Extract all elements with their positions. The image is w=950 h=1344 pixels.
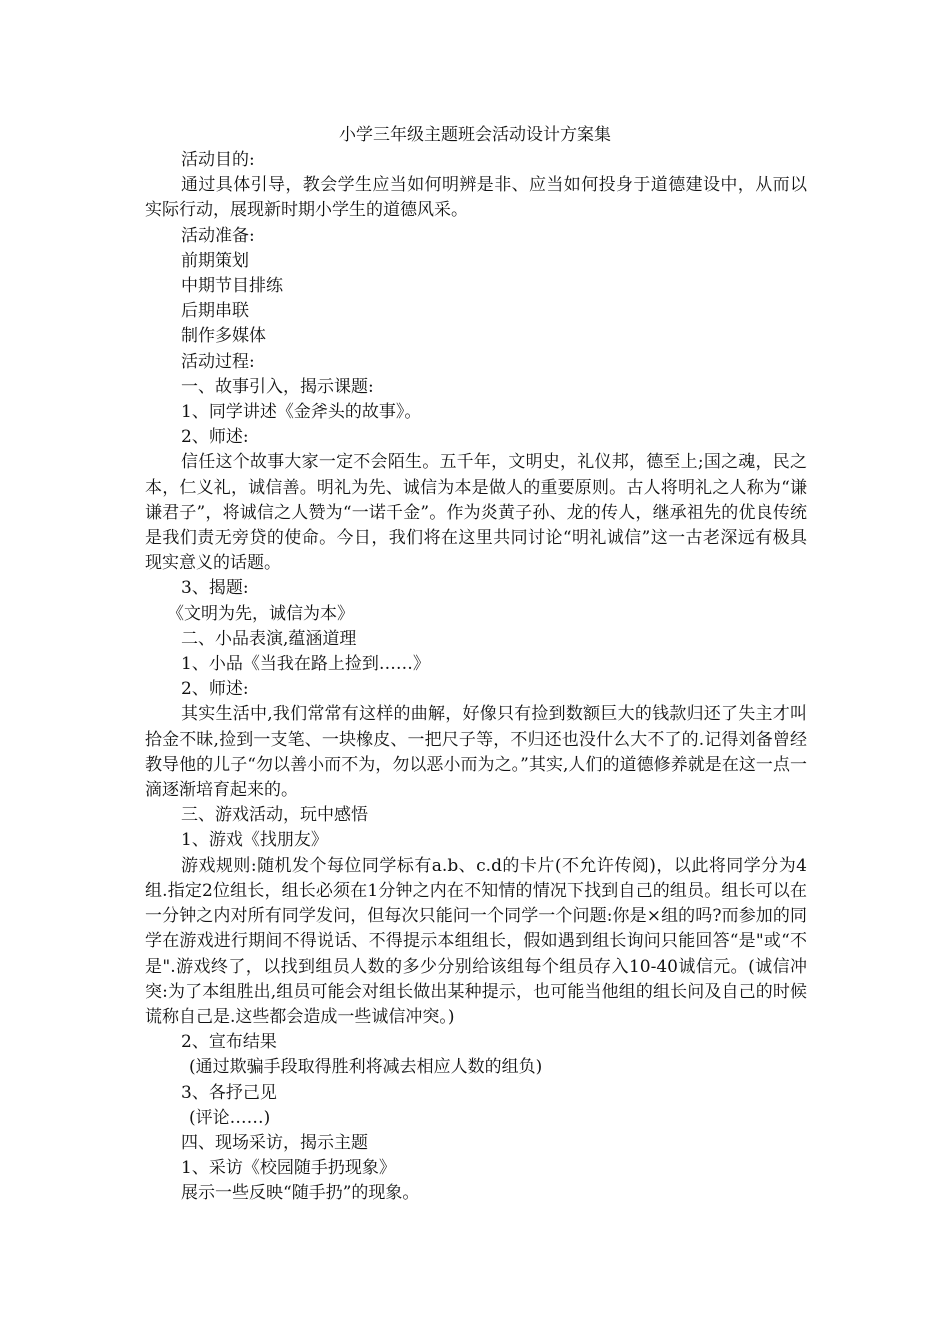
step-item: 1、同学讲述《金斧头的故事》。 xyxy=(181,402,422,423)
step-item: 1、采访《校园随手扔现象》 xyxy=(181,1158,396,1179)
note-line: (评论……) xyxy=(189,1107,271,1128)
section-heading: 二、小品表演,蕴涵道理 xyxy=(181,628,357,649)
paragraph-display: 展示一些反映“随手扔”的现象。 xyxy=(181,1183,420,1204)
step-item: 3、各抒己见 xyxy=(181,1082,277,1103)
paragraph-teacher-speech: 其实生活中,我们常常有这样的曲解，好像只有捡到数额巨大的钱款归还了失主才叫拾金不昧,捡到一支笔、一块橡皮、一把尺子等，不归还也没什么大不了的.记得刘备曾经教导他的儿子“勿以善小而不为，勿以恶小而为之。”其实,人们的道德修养就是在这一点一滴逐渐培育起来的。 xyxy=(145,704,807,801)
step-item: 3、揭题: xyxy=(181,578,249,599)
step-item: 1、游戏《找朋友》 xyxy=(181,830,328,851)
step-item: 2、师述: xyxy=(181,679,249,700)
heading-process: 活动过程: xyxy=(181,351,255,372)
paragraph-game-rules: 游戏规则:随机发个每位同学标有a.b、c.d的卡片(不允许传阅)，以此将同学分为4组.指定2位组长，组长必须在1分钟之内在不知情的情况下找到自己的组员。组长可以在一分钟之内对所有同学发问，但每次只能问一个同学一个问题:你是×组的吗?而参加的同学在游戏进行期间不得说话、不得提示本组组长，假如遇到组长询问只能回答“是"或“不是".游戏终了，以找到组员人数的多少分别给该组每个组员存入10-40诚信元。(诚信冲突:为了本组胜出,组员可能会对组长做出某种提示，也可能当他组的组长问及自己的时候谎称自己是.这些都会造成一些诚信冲突。) xyxy=(145,855,807,1027)
step-item: 1、小品《当我在路上捡到……》 xyxy=(181,654,430,675)
heading-preparation: 活动准备: xyxy=(181,225,255,246)
prep-item: 前期策划 xyxy=(181,250,249,271)
prep-item: 后期串联 xyxy=(181,301,249,322)
prep-item: 中期节目排练 xyxy=(181,276,283,297)
topic-line: 《文明为先，诚信为本》 xyxy=(167,603,354,624)
prep-item: 制作多媒体 xyxy=(181,326,266,347)
step-item: 2、师述: xyxy=(181,427,249,448)
paragraph-purpose: 通过具体引导，教会学生应当如何明辨是非、应当如何投身于道德建设中，从而以实际行动，展现新时期小学生的道德风采。 xyxy=(145,175,807,221)
document-body xyxy=(145,148,807,1207)
section-heading: 一、故事引入，揭示课题: xyxy=(181,376,374,397)
document-title: 小学三年级主题班会活动设计方案集 xyxy=(339,125,611,145)
heading-purpose: 活动目的: xyxy=(181,150,255,170)
section-heading: 四、现场采访，揭示主题 xyxy=(181,1132,368,1153)
paragraph-teacher-speech: 信任这个故事大家一定不会陌生。五千年，文明史，礼仪邦，德至上;国之魂，民之本，仁义礼，诚信善。明礼为先、诚信为本是做人的重要原则。古人将明礼之人称为“谦谦君子”，将诚信之人赞为“一诺千金”。作为炎黄子孙、龙的传人，继承祖先的优良传统是我们责无旁贷的使命。今日，我们将在这里共同讨论“明礼诚信”这一古老深远有极具现实意义的话题。 xyxy=(145,452,807,574)
step-item: 2、宣布结果 xyxy=(181,1032,277,1053)
note-line: (通过欺骗手段取得胜利将减去相应人数的组负) xyxy=(189,1057,543,1078)
section-heading: 三、游戏活动，玩中感悟 xyxy=(181,805,368,826)
